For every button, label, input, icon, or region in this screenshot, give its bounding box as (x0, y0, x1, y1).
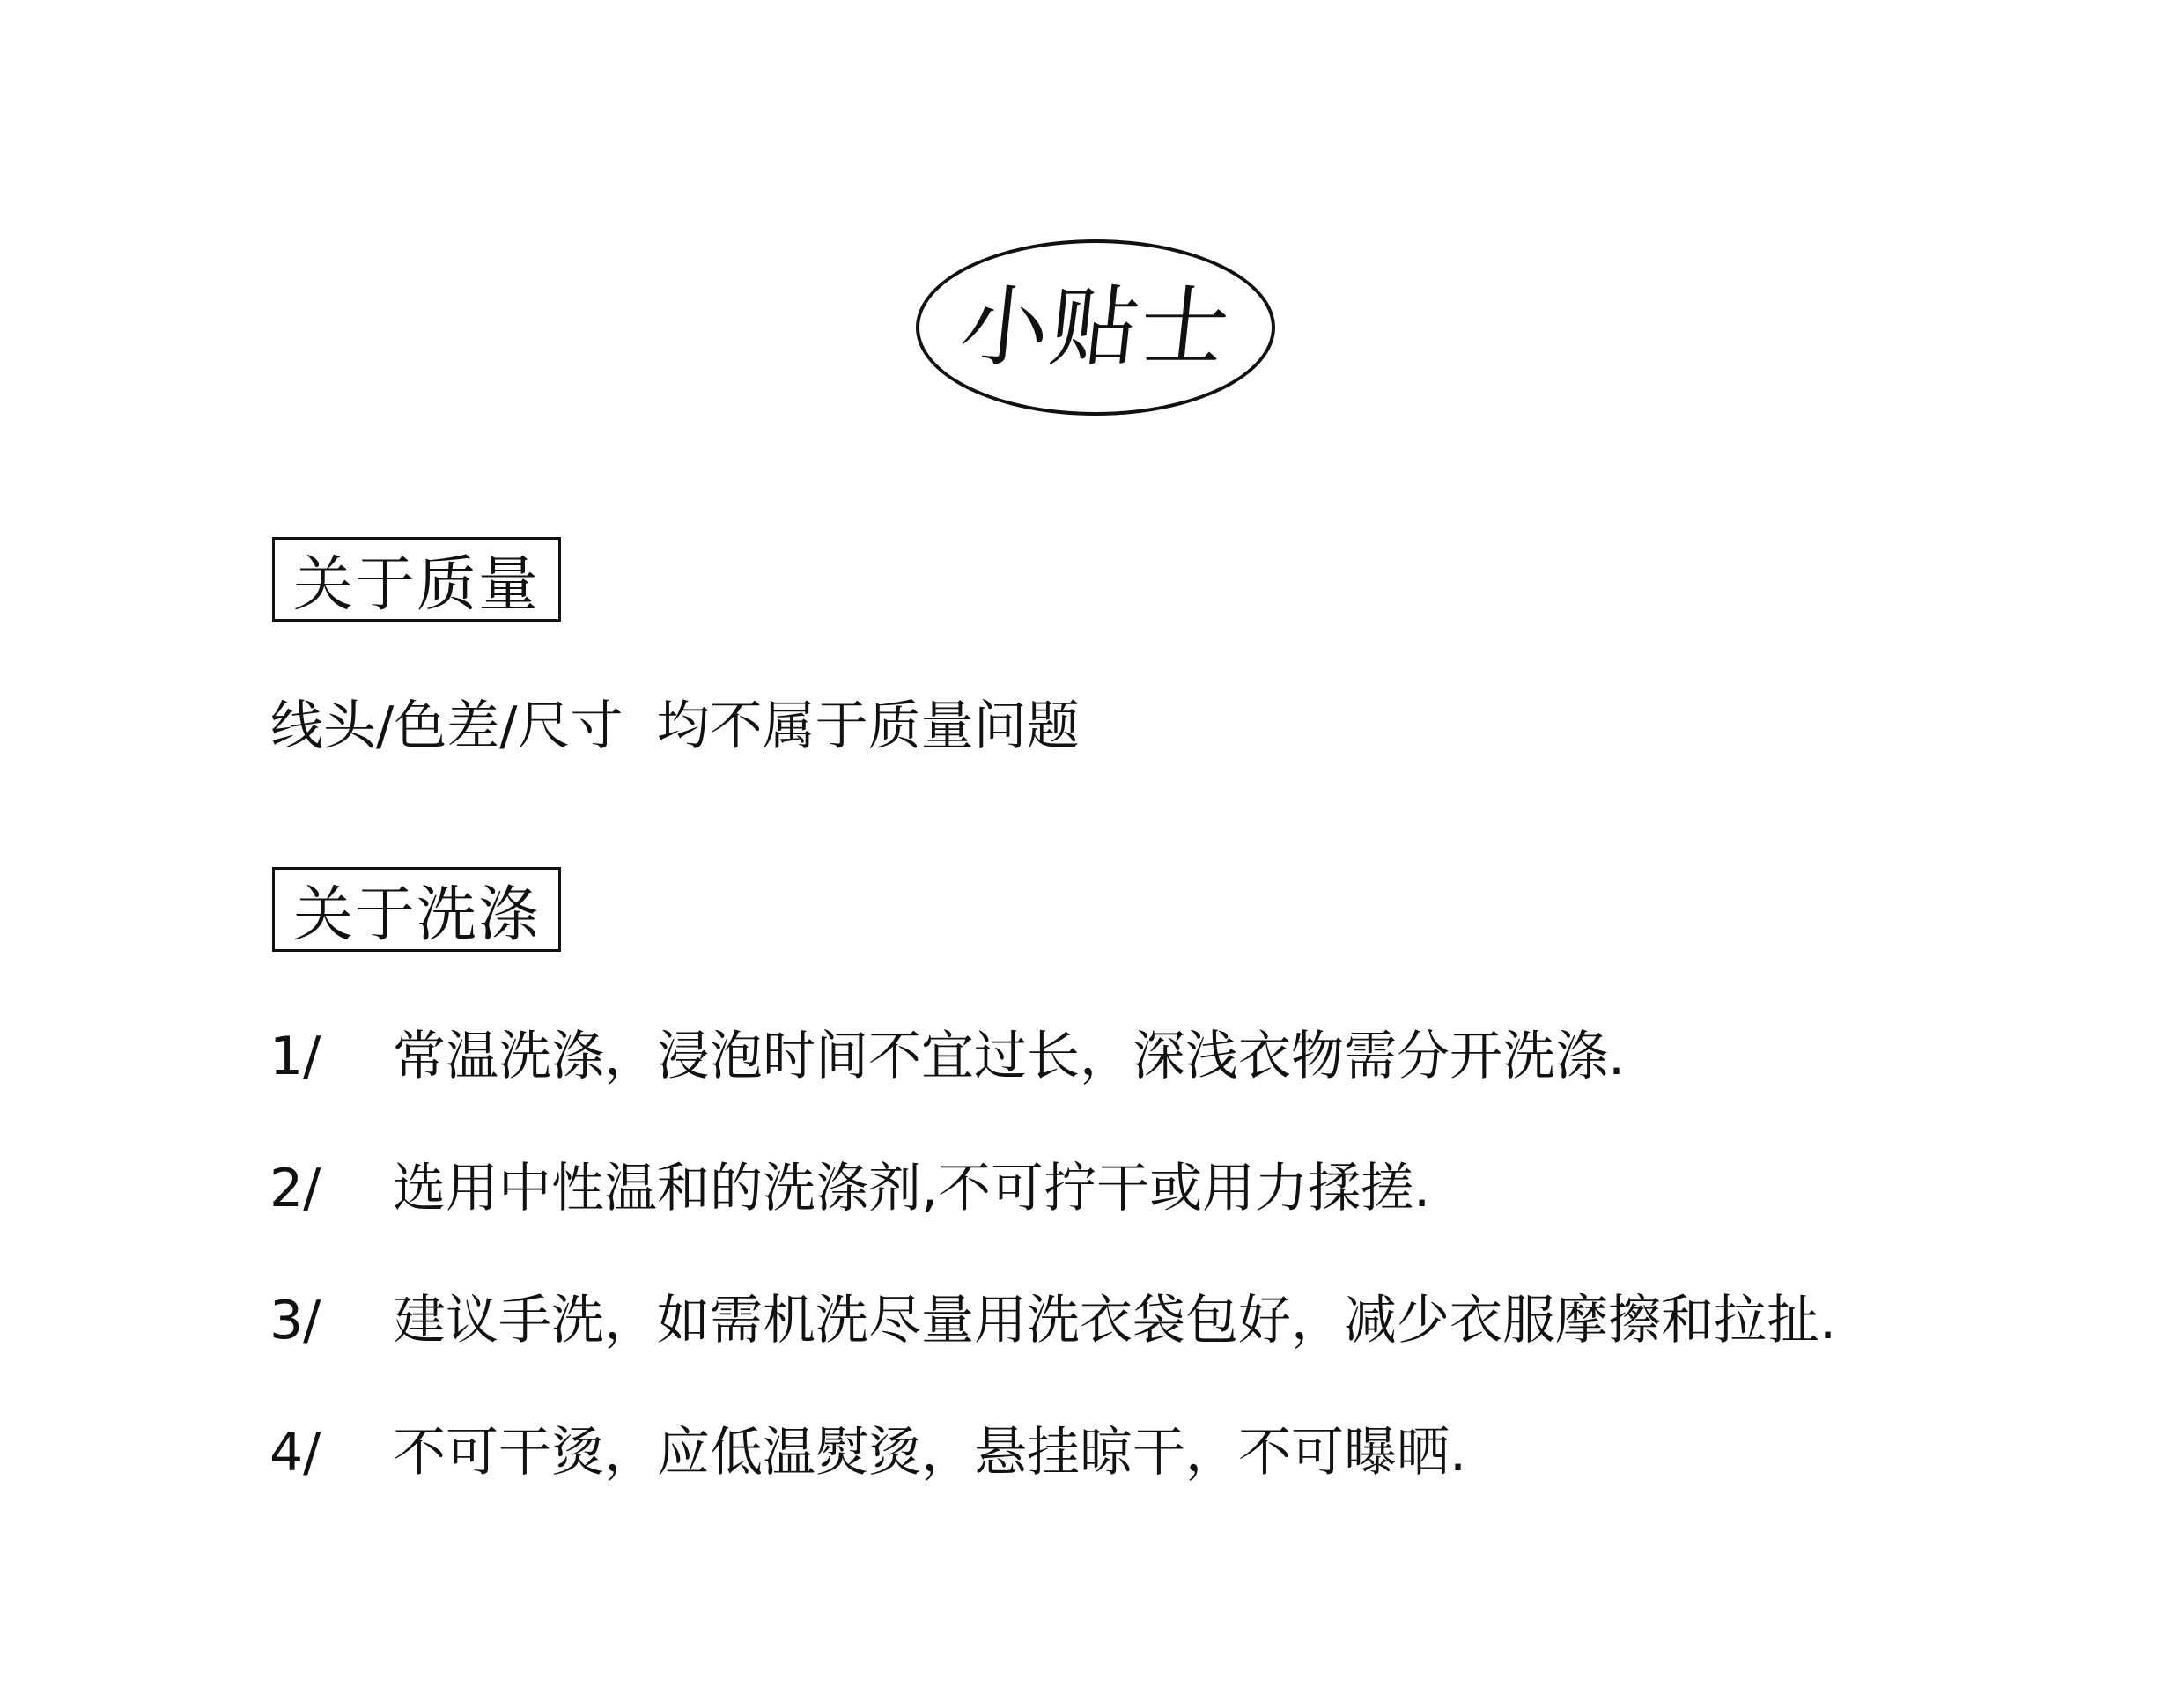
item-number: 3/ (269, 1290, 321, 1351)
quality-note: 线头/色差/尺寸 均不属于质量问题 (270, 696, 1080, 757)
item-number: 4/ (269, 1422, 321, 1483)
item-text: 不可干烫，应低温熨烫，悬挂晾干，不可曝晒. (393, 1422, 1467, 1483)
item-number: 1/ (269, 1026, 321, 1087)
item-text: 建议手洗，如需机洗尽量用洗衣袋包好，减少衣服摩擦和拉扯. (393, 1290, 1837, 1351)
washing-instruction-item (269, 1017, 1625, 1096)
page-title: 小贴士 (955, 276, 1236, 379)
item-number: 2/ (269, 1158, 321, 1219)
item-text: 选用中性温和的洗涤剂,不可拧干或用力揉搓. (393, 1158, 1431, 1219)
tips-title-badge (916, 239, 1275, 416)
washing-instruction-item (269, 1413, 1466, 1492)
section-heading-quality: 关于质量 (272, 537, 561, 622)
section-heading-washing: 关于洗涤 (272, 867, 561, 952)
item-text: 常温洗涤，浸泡时间不宜过长，深浅衣物需分开洗涤. (393, 1026, 1626, 1087)
washing-instruction-item (269, 1149, 1430, 1228)
washing-instruction-item (269, 1281, 1836, 1360)
